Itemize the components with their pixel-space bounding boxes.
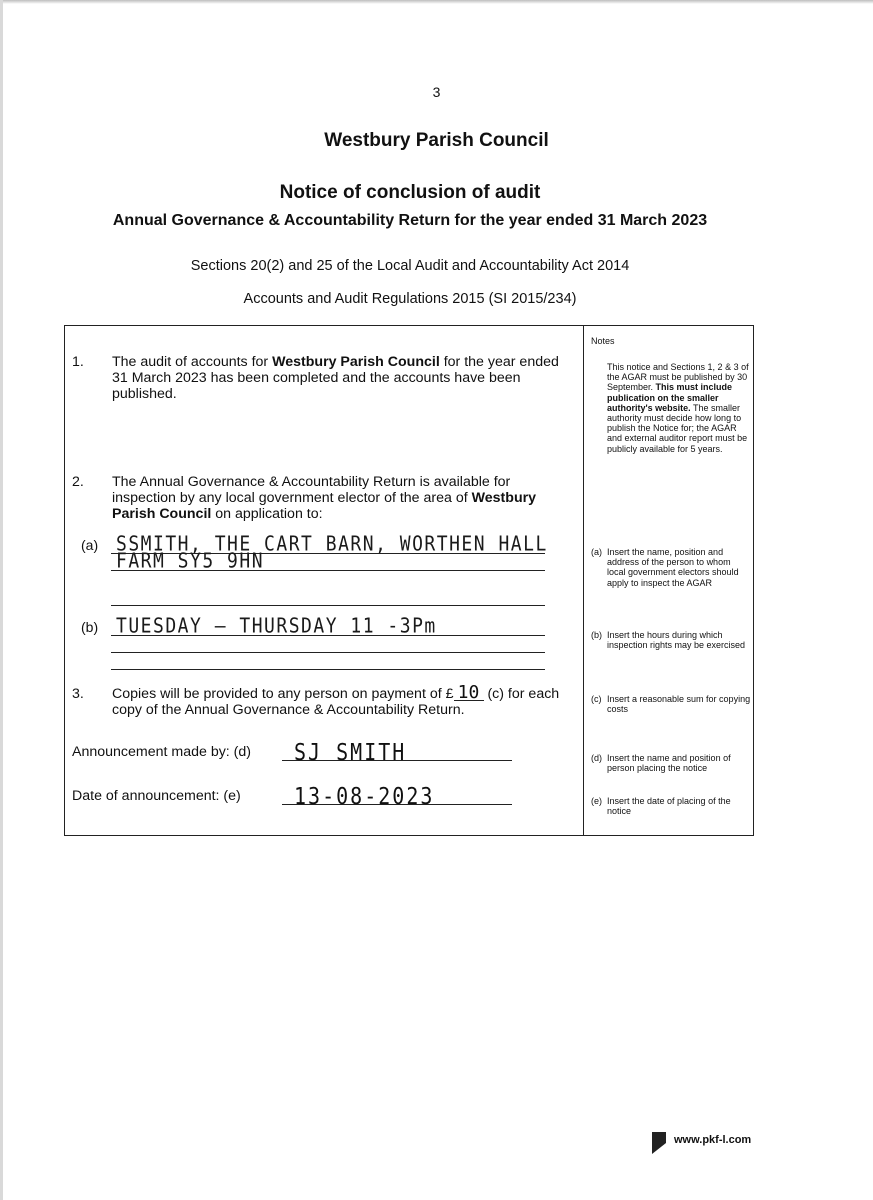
notes-text-part: The smaller authority must decide how long to publish the Notice for; the AGAR and external auditor report must be publicly available for 5 years. <box>607 402 748 454</box>
item-text <box>112 354 572 402</box>
note-text: Insert the date of placing of the notice <box>607 796 731 817</box>
note-text: Insert the name, position and address of the person to whom local government electors should apply to inspect the AGAR <box>607 547 739 588</box>
handwritten-fee-amount: 10 <box>454 686 484 701</box>
item-text-part: Copies will be provided to any person on payment of £ <box>112 686 454 702</box>
item-number: 1. <box>72 354 84 370</box>
council-name-bold: Westbury Parish Council <box>272 354 440 370</box>
item-number: 3. <box>72 686 84 702</box>
note-label: (b) <box>591 630 602 640</box>
entry-line <box>111 669 545 670</box>
item-text-part: for the year ended 31 March 2023 has been completed and the accounts have been published. <box>112 354 559 402</box>
field-label-a: (a) <box>81 537 99 553</box>
note-label: (e) <box>591 796 602 806</box>
item-text <box>112 474 572 522</box>
item-text-part: (c) for each copy of the Annual Governance & Accountability Return. <box>112 686 560 718</box>
pkf-logo-icon <box>652 1132 666 1154</box>
hours-line-3 <box>81 650 531 672</box>
item-text-part: on application to: <box>211 506 323 522</box>
handwritten-announcer: SJ SMITH <box>294 738 407 766</box>
scan-edge-left <box>0 0 3 1200</box>
notes-text-part: This notice and Sections 1, 2 & 3 of the AGAR must be published by 30 September. <box>607 362 749 393</box>
announcement-date-label: Date of announcement: (e) <box>72 788 241 804</box>
contact-line-3 <box>81 586 531 608</box>
page-number: 3 <box>432 84 441 100</box>
scan-edge-top <box>0 0 873 4</box>
item-text <box>112 682 572 718</box>
item-number: 2. <box>72 474 84 490</box>
regulations-reference: Accounts and Audit Regulations 2015 (SI 2015/234) <box>243 291 577 307</box>
footer-url: www.pkf-l.com <box>674 1134 752 1146</box>
announcement-row <box>72 738 532 764</box>
note-label: (c) <box>591 694 602 704</box>
announcement-date-row <box>72 782 532 808</box>
item-text-part: The audit of accounts for <box>112 354 273 370</box>
note-text: Insert a reasonable sum for copying costs <box>607 694 751 715</box>
item-text-part: The Annual Governance & Accountability Return is available for inspection by any local government elector of the area of <box>112 474 511 506</box>
note-label: (d) <box>591 753 602 763</box>
notice-box <box>64 325 754 836</box>
notes-heading: Notes <box>591 336 615 346</box>
notes-intro <box>607 362 751 454</box>
contact-line-2 <box>81 551 531 573</box>
legislation-reference: Sections 20(2) and 25 of the Local Audit and Accountability Act 2014 <box>190 258 630 274</box>
note-label: (a) <box>591 547 602 557</box>
field-label-b: (b) <box>81 619 99 635</box>
handwritten-hours: TUESDAY – THURSDAY 11 -3Pm <box>116 614 437 639</box>
note-text: Insert the hours during which inspection rights may be exercised <box>607 630 746 651</box>
handwritten-date: 13-08-2023 <box>294 782 435 810</box>
council-name-bold: Westbury Parish Council <box>112 490 537 522</box>
entry-line <box>111 605 545 606</box>
handwritten-contact-address: FARM SY5 9HN <box>116 549 265 574</box>
notice-title: Notice of conclusion of audit <box>279 182 541 203</box>
notice-subtitle: Annual Governance & Accountability Return for the year ended 31 March 2023 <box>112 212 708 229</box>
announcement-label: Announcement made by: (d) <box>72 744 252 760</box>
note-text: Insert the name and position of person placing the notice <box>607 753 731 774</box>
notes-text-bold: This must include publication on the smaller authority's website. <box>607 382 733 413</box>
column-divider <box>583 326 584 835</box>
council-heading: Westbury Parish Council <box>324 130 549 151</box>
handwritten-contact-name: SSMITH, THE CART BARN, WORTHEN HALL <box>116 532 548 557</box>
